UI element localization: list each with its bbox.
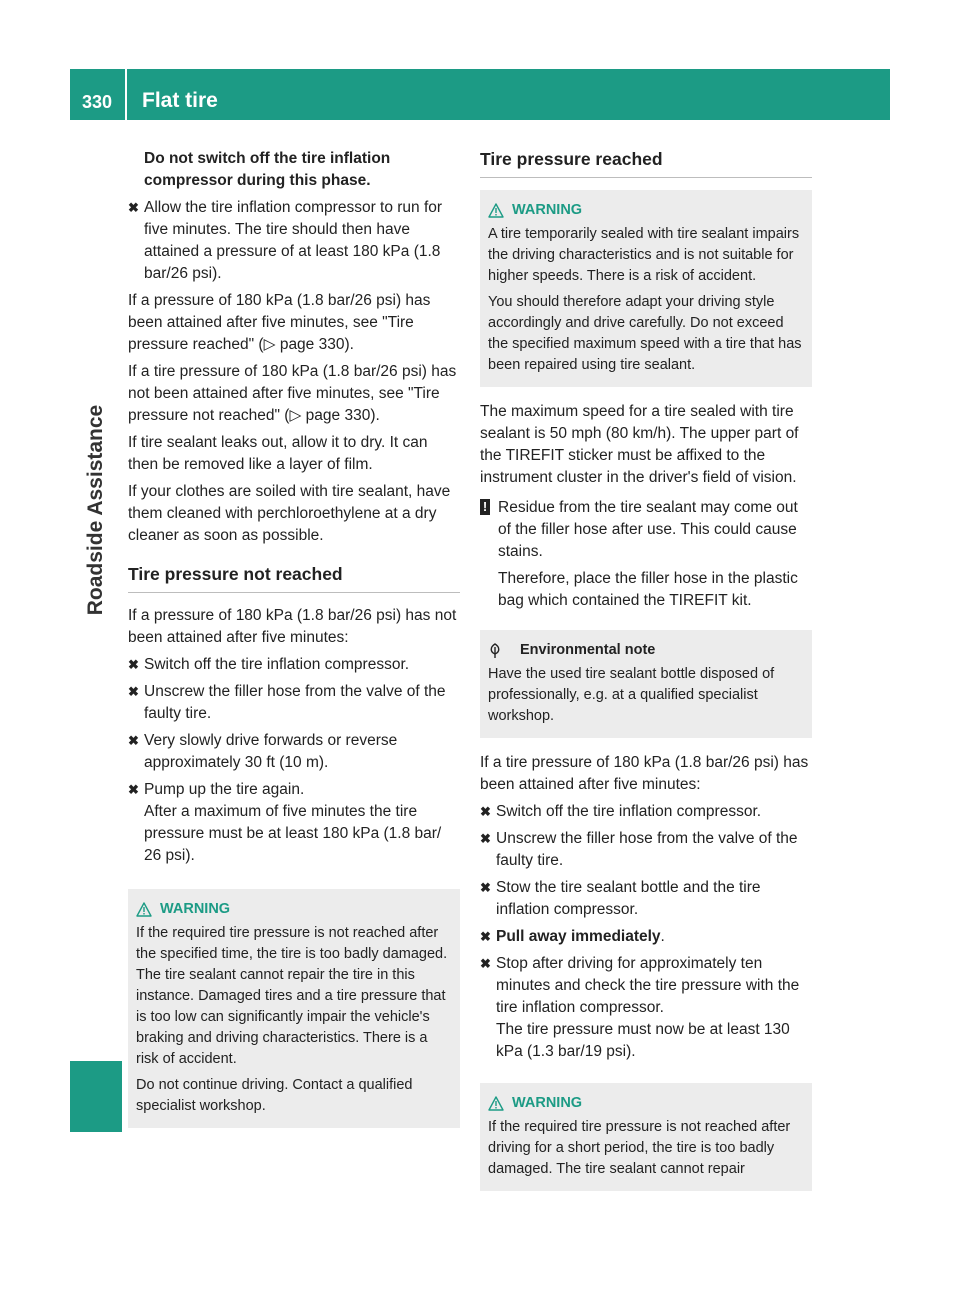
arrow-right-icon: ✖ (128, 733, 139, 748)
intro-bold-text: Do not switch off the tire inflation compressor during this phase. (144, 150, 391, 189)
warning-text: If the required tire pressure is not reached after driving for a short period, the tire is too badly damaged. The tire sealant cannot repair (488, 1119, 791, 1177)
environment-text: Have the used tire sealant bottle disposed of professionally, e.g. at a qualified specialist workshop. (488, 666, 775, 724)
arrow-right-icon: ✖ (128, 684, 139, 699)
step-item (480, 877, 812, 921)
arrow-right-icon: ✖ (128, 782, 139, 797)
note-text: Residue from the tire sealant may come out of the filler hose after use. This could cause stains. (498, 499, 798, 560)
page-header (70, 69, 890, 120)
paragraph: If a pressure of 180 kPa (1.8 bar/26 psi) has not been attained after five minutes: (128, 607, 457, 646)
page-title: Flat tire (142, 89, 218, 112)
step-item (128, 654, 460, 676)
step-text: Very slowly drive forwards or reverse approximately 30 ft (10 m). (144, 732, 398, 771)
warning-triangle-icon (488, 1096, 504, 1111)
step-text: Allow the tire inflation compressor to run for five minutes. The tire should then have attained a pressure of at least 180 kPa (1.8 bar/26 psi). (144, 199, 443, 282)
paragraph: The maximum speed for a tire sealed with tire sealant is 50 mph (80 km/h). The upper part of the TIREFIT sticker must be affixed to the instrument cluster in the driver's field of vision. (480, 403, 799, 486)
warning-label: WARNING (160, 901, 231, 917)
section-heading: Tire pressure reached (480, 148, 812, 178)
environment-header (488, 640, 804, 661)
step-item (480, 926, 812, 948)
warning-label: WARNING (512, 202, 583, 218)
paragraph: If a tire pressure of 180 kPa (1.8 bar/26 psi) has not been attained after five minutes, see "Tire pressure not reached" (▷ page 330). (128, 363, 457, 424)
right-column (480, 148, 812, 1205)
warning-triangle-icon (136, 902, 152, 917)
warning-text: If the required tire pressure is not reached after the specified time, the tire is too badly damaged. The tire sealant cannot repair the tire in this instance. Damaged tires and a tire pressure that is too low can significantly impair the vehicle's braking and driving characteristics. There is a risk of accident. (136, 925, 448, 1067)
warning-header (488, 1093, 804, 1114)
step-item (480, 953, 812, 1019)
environment-label: Environmental note (520, 642, 656, 658)
note-block (480, 497, 812, 612)
arrow-right-icon: ✖ (480, 831, 491, 846)
step-text: Unscrew the filler hose from the valve of the faulty tire. (144, 683, 446, 722)
arrow-right-icon: ✖ (480, 929, 491, 944)
paragraph: If a pressure of 180 kPa (1.8 bar/26 psi) has been attained after five minutes, see "Tire pressure reached" (▷ page 330). (128, 292, 431, 353)
step-item (128, 197, 460, 285)
paragraph: If tire sealant leaks out, allow it to dry. It can then be removed like a layer of film. (128, 434, 428, 473)
warning-label: WARNING (512, 1095, 583, 1111)
step-item (480, 828, 812, 872)
step-item (128, 779, 460, 801)
warning-header (488, 200, 804, 221)
left-column (128, 148, 460, 1142)
note-text: Therefore, place the filler hose in the plastic bag which contained the TIREFIT kit. (498, 570, 798, 609)
arrow-right-icon: ✖ (480, 804, 491, 819)
step-text-bold: Pull away immediately (496, 928, 661, 945)
environment-note-box (480, 630, 812, 738)
warning-text: Do not continue driving. Contact a qualified specialist workshop. (136, 1077, 413, 1114)
step-text-suffix: . (660, 928, 665, 945)
arrow-right-icon: ✖ (128, 200, 139, 215)
leaf-icon (488, 643, 502, 659)
step-text: Stop after driving for approximately ten minutes and check the tire pressure with the tire inflation compressor. (496, 955, 800, 1016)
warning-box (480, 1083, 812, 1191)
step-text: Switch off the tire inflation compressor. (144, 656, 410, 673)
step-text: Unscrew the filler hose from the valve of the faulty tire. (496, 830, 798, 869)
step-item (480, 801, 812, 823)
arrow-right-icon: ✖ (128, 657, 139, 672)
step-text: Switch off the tire inflation compressor. (496, 803, 762, 820)
side-accent-block (70, 1061, 122, 1132)
warning-text: A tire temporarily sealed with tire sealant impairs the driving characteristics and is not suitable for higher speeds. There is a risk of accident. (488, 226, 800, 284)
step-item (128, 681, 460, 725)
step-followup: The tire pressure must now be at least 130 kPa (1.3 bar/19 psi). (496, 1021, 790, 1060)
warning-text: You should therefore adapt your driving style accordingly and drive carefully. Do not exceed the specified maximum speed with a tire that has been repaired using tire sealant. (488, 294, 802, 373)
warning-triangle-icon (488, 203, 504, 218)
warning-header (136, 899, 452, 920)
side-tab (70, 120, 122, 1132)
step-item (128, 730, 460, 774)
paragraph: If a tire pressure of 180 kPa (1.8 bar/26 psi) has been attained after five minutes: (480, 754, 809, 793)
arrow-right-icon: ✖ (480, 880, 491, 895)
step-followup: After a maximum of five minutes the tire pressure must be at least 180 kPa (1.8 bar/ 26 psi). (144, 803, 442, 864)
paragraph: If your clothes are soiled with tire sealant, have them cleaned with perchloroethylene at a dry cleaner as soon as possible. (128, 483, 451, 544)
page-number: 330 (82, 92, 113, 112)
warning-box (128, 889, 460, 1128)
arrow-right-icon: ✖ (480, 956, 491, 971)
side-section-label: Roadside Assistance (84, 404, 107, 616)
step-text: Pump up the tire again. (144, 781, 305, 798)
step-text: Stow the tire sealant bottle and the tire inflation compressor. (496, 879, 761, 918)
section-heading: Tire pressure not reached (128, 563, 460, 593)
header-divider (125, 69, 127, 120)
warning-box (480, 190, 812, 387)
exclamation-icon: ! (480, 499, 490, 515)
